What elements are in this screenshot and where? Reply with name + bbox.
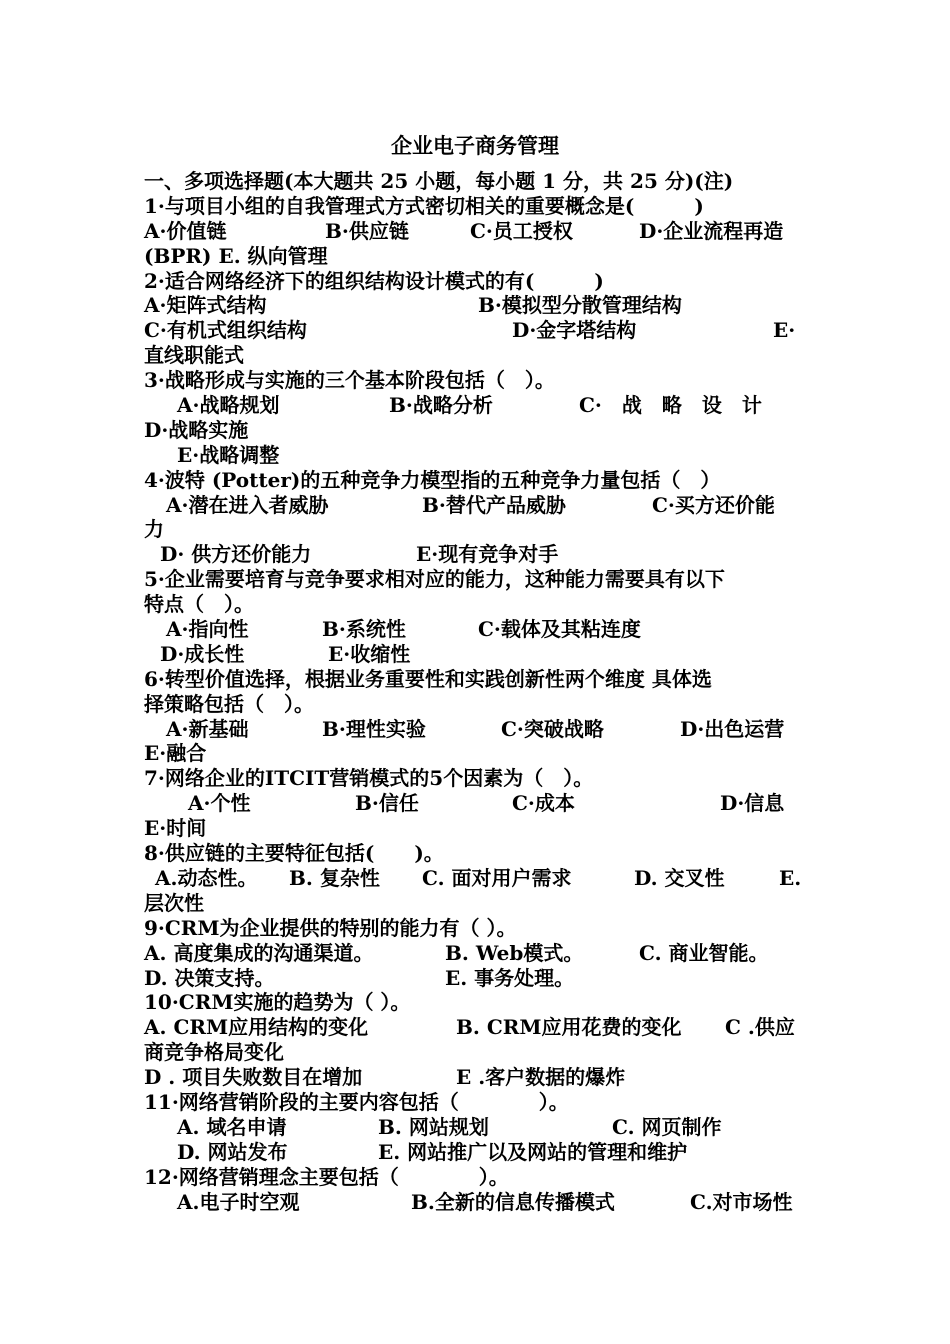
question-8-options bbox=[144, 866, 810, 891]
question-3-stem: 3·战略形成与实施的三个基本阶段包括（ ）。 bbox=[144, 368, 555, 393]
question-2-options-2 bbox=[144, 318, 810, 343]
option-e: E. bbox=[779, 865, 802, 890]
option-d: D·出色运营 bbox=[680, 716, 785, 741]
option-c: C. 商业智能。 bbox=[639, 940, 769, 965]
option-e: E·时间 bbox=[144, 816, 207, 841]
question-9-options-1 bbox=[144, 941, 810, 966]
question-12-options-1 bbox=[144, 1190, 810, 1215]
question-6-options-2 bbox=[144, 741, 810, 766]
option-a: A·矩阵式结构 bbox=[144, 293, 267, 318]
option-a: A·战略规划 bbox=[177, 393, 280, 418]
question-9-options-2 bbox=[144, 966, 810, 991]
question-4-stem: 4·波特 (Potter)的五种竞争力模型指的五种竞争力量包括（ ） bbox=[144, 467, 721, 492]
option-e: E. 网站推广以及网站的管理和维护 bbox=[378, 1139, 688, 1164]
question-list bbox=[144, 169, 810, 1214]
question-6-stem-cont: 择策略包括（ ）。 bbox=[144, 691, 314, 716]
question-1-continuation: (BPR) E. 纵向管理 bbox=[144, 243, 328, 268]
question-9-stem: 9·CRM为企业提供的特别的能力有（ ）。 bbox=[144, 915, 517, 940]
option-b: B·理性实验 bbox=[322, 716, 426, 741]
option-e: E·融合 bbox=[144, 741, 207, 766]
option-a: A·新基础 bbox=[166, 716, 249, 741]
option-b: B. 网站规划 bbox=[378, 1114, 489, 1139]
option-d: D·战略实施 bbox=[144, 417, 249, 442]
option-d: D. 决策支持。 bbox=[144, 965, 275, 990]
option-a: A·指向性 bbox=[166, 617, 249, 642]
option-b: B·战略分析 bbox=[389, 393, 493, 418]
option-c: C.对市场性 bbox=[690, 1189, 793, 1214]
option-a: A. 域名申请 bbox=[177, 1114, 287, 1139]
option-a: A. 高度集成的沟通渠道。 bbox=[144, 940, 374, 965]
question-7-stem: 7·网络企业的ITCIT营销模式的5个因素为（ ）。 bbox=[144, 766, 594, 791]
option-c: C· 战 略 设 计 bbox=[579, 393, 762, 418]
question-8-stem: 8·供应链的主要特征包括( )。 bbox=[144, 841, 444, 866]
question-5-options-2 bbox=[144, 642, 810, 667]
option-b: B·供应链 bbox=[325, 218, 409, 243]
option-e: E·收缩性 bbox=[328, 641, 411, 666]
question-11-options-1 bbox=[144, 1115, 810, 1140]
question-4-continuation: 力 bbox=[144, 517, 164, 542]
option-b: B·系统性 bbox=[322, 617, 406, 642]
option-c: C .供应 bbox=[725, 1015, 795, 1040]
question-5-stem: 5·企业需要培育与竞争要求相对应的能力，这种能力需要具有以下 bbox=[144, 567, 725, 592]
option-c: C·买方还价能 bbox=[652, 492, 775, 517]
option-d: D·成长性 bbox=[160, 641, 245, 666]
option-c: C·突破战略 bbox=[501, 716, 604, 741]
question-10-options-1 bbox=[144, 1015, 810, 1040]
question-1-options bbox=[144, 219, 810, 244]
option-d: D. 交叉性 bbox=[634, 865, 725, 890]
option-d: D· 供方还价能力 bbox=[160, 542, 312, 567]
question-8-continuation: 层次性 bbox=[144, 890, 204, 915]
option-e: E. 事务处理。 bbox=[445, 965, 575, 990]
option-d: D·信息 bbox=[720, 791, 785, 816]
question-6-options-1 bbox=[144, 717, 810, 742]
question-7-options-2 bbox=[144, 816, 810, 841]
option-a: A·价值链 bbox=[144, 218, 227, 243]
option-c: C. 面对用户需求 bbox=[422, 865, 572, 890]
question-4-options-2 bbox=[144, 542, 810, 567]
option-d: D·企业流程再造 bbox=[639, 218, 784, 243]
option-b: B. 复杂性 bbox=[289, 865, 380, 890]
option-a: A.电子时空观 bbox=[177, 1189, 300, 1214]
option-b: B·替代产品威胁 bbox=[422, 492, 566, 517]
option-e: E· bbox=[773, 318, 796, 343]
question-5-stem-cont: 特点（ ）。 bbox=[144, 592, 254, 617]
option-e: E·战略调整 bbox=[177, 442, 280, 467]
option-a: A. CRM应用结构的变化 bbox=[144, 1015, 369, 1040]
question-11-stem: 11·网络营销阶段的主要内容包括（ ）。 bbox=[144, 1089, 569, 1114]
option-c: C·载体及其粘连度 bbox=[478, 617, 641, 642]
question-3-options-3 bbox=[144, 443, 810, 468]
question-10-options-2 bbox=[144, 1065, 810, 1090]
option-c: C. 网页制作 bbox=[612, 1114, 722, 1139]
option-c: C·成本 bbox=[512, 791, 575, 816]
question-10-stem: 10·CRM实施的趋势为（ ）。 bbox=[144, 990, 411, 1015]
option-b: B.全新的信息传播模式 bbox=[411, 1189, 615, 1214]
question-5-options-1 bbox=[144, 617, 810, 642]
option-a: A.动态性。 bbox=[155, 865, 258, 890]
option-a: A·潜在进入者威胁 bbox=[166, 492, 329, 517]
option-a: A·个性 bbox=[188, 791, 251, 816]
option-b: B. Web模式。 bbox=[445, 940, 584, 965]
question-2-continuation: 直线职能式 bbox=[144, 343, 244, 368]
option-d: D . 项目失败数目在增加 bbox=[144, 1065, 363, 1090]
option-e: E·现有竞争对手 bbox=[416, 542, 559, 567]
document-title: 企业电子商务管理 bbox=[391, 133, 559, 158]
question-4-options-1 bbox=[144, 493, 810, 518]
section-heading: 一、多项选择题(本大题共 25 小题，每小题 1 分，共 25 分)(注) bbox=[144, 169, 734, 193]
question-6-stem: 6·转型价值选择，根据业务重要性和实践创新性两个维度 具体选 bbox=[144, 666, 712, 691]
option-b: B. CRM应用花费的变化 bbox=[456, 1015, 682, 1040]
option-d: D·金字塔结构 bbox=[512, 318, 637, 343]
question-7-options-1 bbox=[144, 791, 810, 816]
option-b: B·模拟型分散管理结构 bbox=[478, 293, 682, 318]
question-2-options-1 bbox=[144, 293, 810, 318]
option-d: D. 网站发布 bbox=[177, 1139, 288, 1164]
question-3-options-1 bbox=[144, 393, 810, 418]
question-2-stem: 2·适合网络经济下的组织结构设计模式的有( ) bbox=[144, 268, 604, 293]
question-11-options-2 bbox=[144, 1140, 810, 1165]
question-3-options-2 bbox=[144, 418, 810, 443]
option-e: E .客户数据的爆炸 bbox=[456, 1065, 626, 1090]
question-12-stem: 12·网络营销理念主要包括（ ）。 bbox=[144, 1164, 509, 1189]
option-b: B·信任 bbox=[355, 791, 419, 816]
question-1-stem: 1·与项目小组的自我管理式方式密切相关的重要概念是( ) bbox=[144, 193, 704, 218]
question-10-continuation: 商竞争格局变化 bbox=[144, 1040, 284, 1065]
option-c: C·员工授权 bbox=[470, 218, 573, 243]
option-c: C·有机式组织结构 bbox=[144, 318, 307, 343]
